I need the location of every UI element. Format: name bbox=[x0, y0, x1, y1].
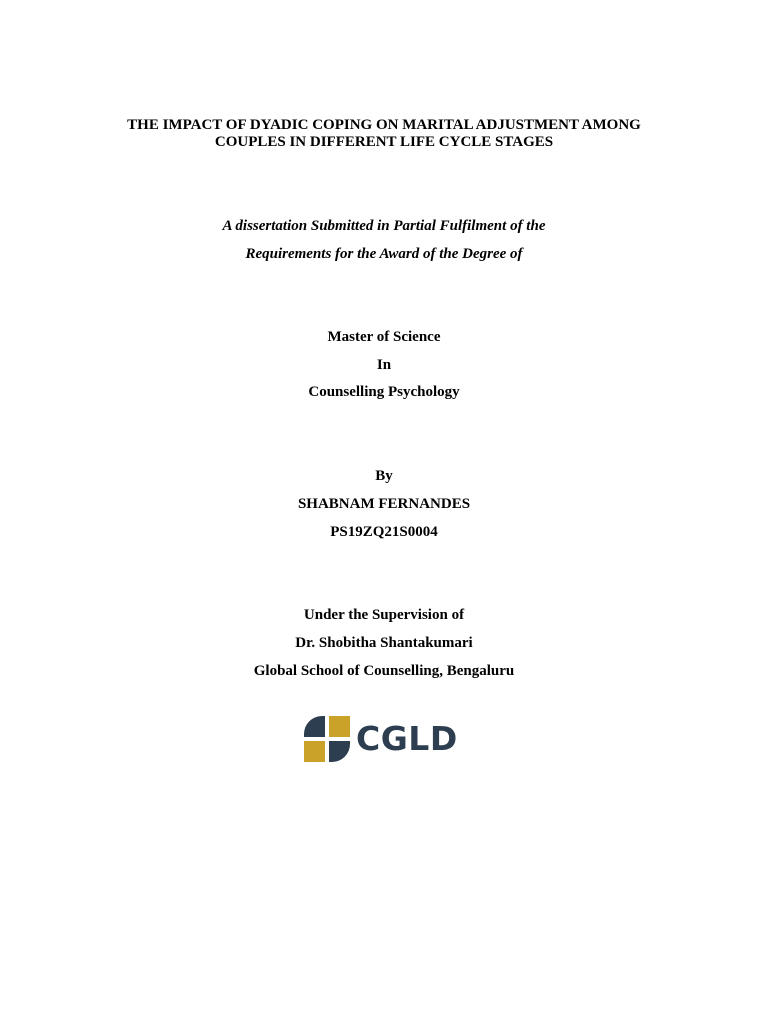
title-line-2: COUPLES IN DIFFERENT LIFE CYCLE STAGES bbox=[214, 134, 554, 150]
supervision-label: Under the Supervision of bbox=[303, 607, 465, 623]
author-by: By bbox=[375, 468, 393, 484]
logo-wordmark: CGLD bbox=[356, 719, 458, 758]
submission-line-1: A dissertation Submitted in Partial Fulfilment of the bbox=[222, 218, 546, 234]
degree-name: Master of Science bbox=[327, 329, 441, 345]
supervisor-name: Dr. Shobitha Shantakumari bbox=[295, 635, 473, 651]
degree-connector: In bbox=[376, 357, 392, 373]
submission-line-2: Requirements for the Award of the Degree of bbox=[245, 246, 523, 262]
author-name: SHABNAM FERNANDES bbox=[297, 496, 471, 512]
title-line-1: THE IMPACT OF DYADIC COPING ON MARITAL ADJUSTMENT AMONG bbox=[127, 117, 641, 133]
cgld-logo bbox=[304, 716, 466, 762]
cgld-logo-mark-icon bbox=[304, 716, 350, 762]
degree-field: Counselling Psychology bbox=[308, 384, 460, 400]
institution-name: Global School of Counselling, Bengaluru bbox=[253, 663, 515, 679]
author-id: PS19ZQ21S0004 bbox=[330, 524, 438, 540]
